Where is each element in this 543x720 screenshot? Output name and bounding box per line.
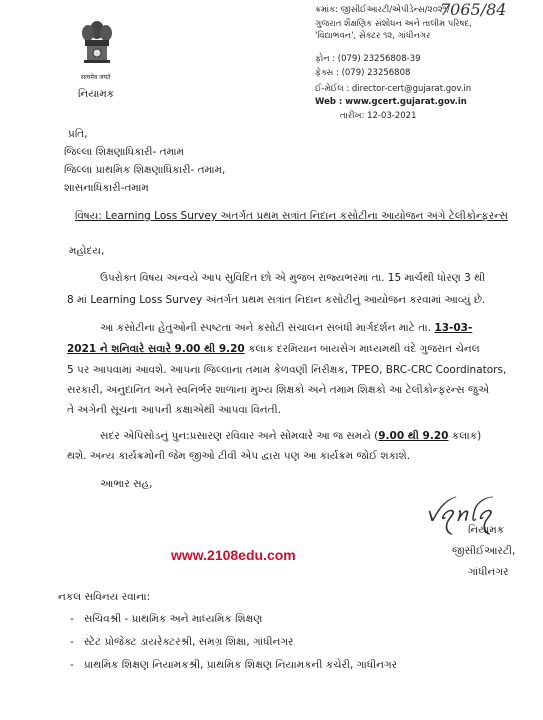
para2-datetime: 2021 ને શનિવારે સવારે 9.00 થી 9.20 xyxy=(67,343,245,355)
recipient-to: પ્રતિ, xyxy=(68,128,88,140)
recipient-line-3: શાસનાધિકારી-તમામ xyxy=(64,182,149,194)
recipient-line-1: જિલ્લા શિક્ષણાધિકારી- તમામ xyxy=(64,146,185,158)
copies-heading: નકલ સવિનય રવાના: xyxy=(58,591,151,603)
para2-line1-text: આ કસોટીના હેતુઓની સ્પષ્ટતા અને કસોટી સંચાલન સંબંધી માર્ગદર્શન માટે તા. xyxy=(100,322,432,334)
fax-number: ફેક્સ : (079) 23256808 xyxy=(315,68,411,78)
bullet-dash: - xyxy=(70,659,84,671)
para3-line1 xyxy=(100,428,481,444)
address-line-1: ગુજરાત શૈક્ષણિક સંશોધન અને તાલીમ પરિષદ, xyxy=(315,19,472,29)
designation-label: નિયામક xyxy=(78,88,115,100)
signature-city: ગાંધીનગર xyxy=(468,566,509,578)
letter-subject: વિષય: Learning Loss Survey અંતર્ગત પ્રથમ સત્રાંત નિદાન કસોટીના આયોજન અંગે ટેલીકોન્ફરન્સ xyxy=(75,210,508,222)
bullet-dash: - xyxy=(70,636,84,648)
signature-org: જીસીઈઆરટી, xyxy=(452,545,516,557)
letter-date: તારીખ: 12-03-2021 xyxy=(340,111,417,121)
reference-number: ક્રમાંક: જીસીઈઆરટી/એપીડેન્સ/૨૦૨૧/ xyxy=(315,5,450,15)
para3-line1-end: કલાક) xyxy=(451,430,482,442)
salutation: મહોદય, xyxy=(69,245,105,257)
state-emblem-icon xyxy=(80,16,114,72)
recipient-line-2: જિલ્લા પ્રાથમિક શિક્ષણાધિકારી- તમામ, xyxy=(64,164,226,176)
para2-line1 xyxy=(100,320,472,336)
signature-title: નિયામક xyxy=(468,524,505,536)
address-line-2: 'વિદ્યાભવન', સેક્ટર ૧૨, ગાંધીનગર xyxy=(315,31,431,41)
email-address: ઈ-મેઈલ : director-cert@gujarat.gov.in xyxy=(315,84,472,94)
para2-date-part: 13-03- xyxy=(434,322,473,334)
para1-line2: 8 માં Learning Loss Survey અંતર્ગત પ્રથમ સત્રાંત નિદાન કસોટીનું આયોજન કરવામાં આવ્યું છે. xyxy=(67,294,486,306)
signature-handwritten: ꪜꪖꪀꪶꪖ xyxy=(425,502,493,526)
para2-line4: સરકારી, અનુદાનિત અને સ્વનિર્ભર શાળાના મુખ્ય શિક્ષકો અને તમામ શિક્ષકો આ ટેલીકોન્ફરન્સ જુએ xyxy=(67,384,490,396)
copy-item: - સચિવશ્રી - પ્રાથમિક અને માધ્યમિક શિક્ષણ xyxy=(70,613,263,625)
copy-item: - પ્રાથમિક શિક્ષણ નિયામકશ્રી, પ્રાથમિક શિક્ષણ નિયામકની કચેરી, ગાંધીનગર xyxy=(70,659,398,671)
para1-line1: ઉપરોક્ત વિષય અન્વયે આપ સુવિદિત છો એ મુજબ રાજ્યભરમાં તા. 15 માર્ચથી ધોરણ 3 થી xyxy=(100,272,486,284)
para3-line1-text: સદર એપિસોડનું પુન:પ્રસારણ રવિવાર અને સોમવારે આ જ સમયે ( xyxy=(100,430,379,442)
para2-line2-text: કલાક દરમિયાન બાયસેગ માધ્યમથી વંદે ગુજરાત ચેનલ xyxy=(248,343,480,355)
para2-line3: 5 પર આપવામાં આવશે. આપના જિલ્લાના તમામ કેળવણી નિરીક્ષક, TPEO, BRC-CRC Coordinators, xyxy=(67,364,507,376)
para2-line5: તે અંગેની સૂચના આપની કક્ષાએથી આપવા વિનંતી. xyxy=(67,404,281,416)
website-watermark: www.2108edu.com xyxy=(171,547,296,563)
website-address: Web : www.gcert.gujarat.gov.in xyxy=(315,97,467,107)
handwritten-ref-number: 7065/84 xyxy=(440,0,507,19)
closing: આભાર સહ, xyxy=(100,478,153,490)
phone-number: ફોન : (079) 23256808-39 xyxy=(315,54,421,64)
para3-time: 9.00 થી 9.20 xyxy=(378,430,449,442)
para3-line2: થશે. અન્ય કાર્યક્રમોની જેમ જીઓ ટીવી એપ દ્વારા પણ આ કાર્યક્રમ જોઈ શકાશે. xyxy=(67,450,411,462)
copy-item: - સ્ટેટ પ્રોજેક્ટ ડાયરેક્ટરશ્રી, સમગ્ર શિક્ષા, ગાંધીનગર xyxy=(70,636,294,648)
para2-line2 xyxy=(67,341,480,357)
bullet-dash: - xyxy=(70,613,84,625)
emblem-caption: सत्यमेव जयते xyxy=(81,74,111,81)
